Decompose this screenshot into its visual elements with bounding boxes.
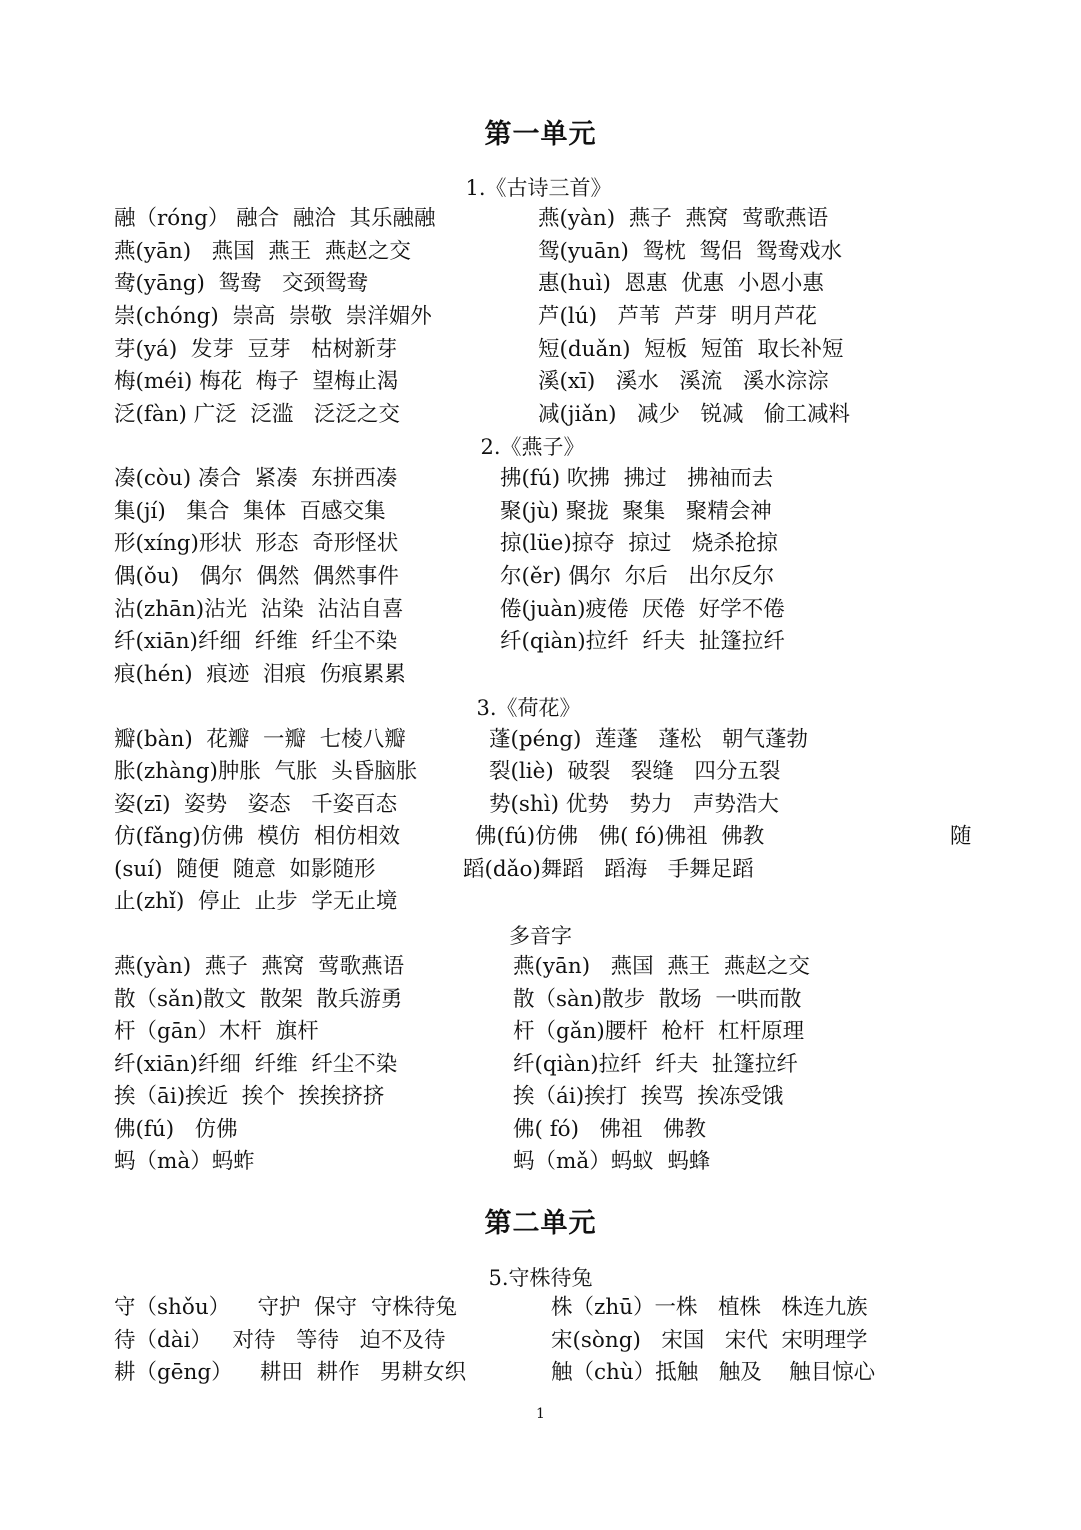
vocab-line: 集(jí) 集合 集体 百感交集 bbox=[114, 499, 386, 524]
vocab-line: 融（róng） 融合 融洽 其乐融融 bbox=[114, 206, 436, 231]
vocab-line: 散（sǎn)散文 散架 散兵游勇 bbox=[114, 987, 403, 1012]
page-number: 1 bbox=[536, 1406, 545, 1422]
vocab-line: 鸯(yāng) 鸳鸯 交颈鸳鸯 bbox=[114, 271, 369, 296]
vocab-line: 止(zhǐ) 停止 止步 学无止境 bbox=[114, 889, 398, 914]
vocab-line: 泛(fàn) 广泛 泛滥 泛泛之交 bbox=[114, 402, 400, 427]
vocab-line: 梅(méi) 梅花 梅子 望梅止渴 bbox=[114, 369, 399, 394]
vocab-line: 耕（gēng） 耕田 耕作 男耕女织 bbox=[114, 1360, 467, 1385]
vocab-line: 芦(lú) 芦苇 芦芽 明月芦花 bbox=[538, 304, 817, 329]
vocab-line: 姿(zī) 姿势 姿态 千姿百态 bbox=[114, 792, 398, 817]
vocab-line: 散（sàn)散步 散场 一哄而散 bbox=[513, 987, 802, 1012]
vocab-line: 惠(huì) 恩惠 优惠 小恩小惠 bbox=[538, 271, 824, 296]
vocab-line: 胀(zhàng)肿胀 气胀 头昏脑胀 bbox=[114, 759, 418, 784]
vocab-line: 挨（ái)挨打 挨骂 挨冻受饿 bbox=[513, 1084, 784, 1109]
vocab-line: 待（dài） 对待 等待 迫不及待 bbox=[114, 1328, 446, 1353]
vocab-line: 宋(sòng) 宋国 宋代 宋明理学 bbox=[551, 1328, 868, 1353]
vocab-line: 崇(chóng) 崇高 崇敬 崇洋媚外 bbox=[114, 304, 432, 329]
vocab-line: (suí) 随便 随意 如影随形 bbox=[114, 857, 376, 882]
lesson-title: 1.《古诗三首》 bbox=[465, 176, 612, 200]
lesson-title: 多音字 bbox=[509, 924, 572, 948]
vocab-line: 杆（gān）木杆 旗杆 bbox=[114, 1019, 319, 1044]
vocab-line: 形(xíng)形状 形态 奇形怪状 bbox=[114, 531, 399, 556]
vocab-line: 佛(fú) 仿佛 bbox=[114, 1117, 238, 1142]
vocab-line: 杆（gǎn)腰杆 枪杆 杠杆原理 bbox=[513, 1019, 805, 1044]
vocab-line: 燕(yàn) 燕子 燕窝 莺歌燕语 bbox=[538, 206, 829, 231]
vocab-line: 尔(ěr) 偶尔 尔后 出尔反尔 bbox=[500, 564, 775, 589]
vocab-line: 蚂（mǎ）蚂蚁 蚂蜂 bbox=[513, 1149, 711, 1174]
vocab-line: 偶(ǒu) 偶尔 偶然 偶然事件 bbox=[114, 564, 399, 589]
vocab-line: 倦(juàn)疲倦 厌倦 好学不倦 bbox=[500, 597, 785, 622]
vocab-line: 佛( fó) 佛祖 佛教 bbox=[513, 1117, 707, 1142]
vocab-line: 蓬(péng) 莲蓬 蓬松 朝气蓬勃 bbox=[489, 727, 809, 752]
unit-title: 第二单元 bbox=[484, 1208, 597, 1239]
vocab-line: 凑(còu) 凑合 紧凑 东拼西凑 bbox=[114, 466, 398, 491]
vocab-line: 纤(qiàn)拉纤 纤夫 扯篷拉纤 bbox=[513, 1052, 798, 1077]
wrapped-char: 随 bbox=[950, 824, 972, 849]
vocab-line: 燕(yān) 燕国 燕王 燕赵之交 bbox=[513, 954, 810, 979]
vocab-line: 掠(lüe)掠夺 掠过 烧杀抢掠 bbox=[500, 531, 778, 556]
vocab-line: 佛(fú)仿佛 佛( fó)佛祖 佛教 bbox=[475, 824, 765, 849]
vocab-line: 株（zhū）一株 植株 株连九族 bbox=[551, 1295, 868, 1320]
vocab-line: 仿(fǎng)仿佛 模仿 相仿相效 bbox=[114, 824, 400, 849]
vocab-line: 减(jiǎn) 减少 锐减 偷工减料 bbox=[538, 402, 850, 427]
vocab-line: 沾(zhān)沾光 沾染 沾沾自喜 bbox=[114, 597, 404, 622]
vocab-line: 蚂（mà）蚂蚱 bbox=[114, 1149, 255, 1174]
vocab-line: 纤(xiān)纤细 纤维 纤尘不染 bbox=[114, 1052, 398, 1077]
vocab-line: 拂(fú) 吹拂 拂过 拂袖而去 bbox=[500, 466, 774, 491]
vocab-line: 溪(xī) 溪水 溪流 溪水淙淙 bbox=[538, 369, 829, 394]
vocab-line: 鸳(yuān) 鸳枕 鸳侣 鸳鸯戏水 bbox=[538, 239, 842, 264]
vocab-line: 触（chù）抵触 触及 触目惊心 bbox=[551, 1360, 876, 1385]
vocab-line: 蹈(dǎo)舞蹈 蹈海 手舞足蹈 bbox=[463, 857, 754, 882]
vocab-line: 聚(jù) 聚拢 聚集 聚精会神 bbox=[500, 499, 772, 524]
vocab-line: 芽(yá) 发芽 豆芽 枯树新芽 bbox=[114, 337, 398, 362]
lesson-title: 5.守株待兔 bbox=[488, 1266, 593, 1290]
vocab-line: 纤(xiān)纤细 纤维 纤尘不染 bbox=[114, 629, 398, 654]
vocab-line: 挨（āi)挨近 挨个 挨挨挤挤 bbox=[114, 1084, 385, 1109]
vocab-line: 势(shì) 优势 势力 声势浩大 bbox=[489, 792, 779, 817]
lesson-title: 3.《荷花》 bbox=[476, 696, 581, 720]
vocab-line: 短(duǎn) 短板 短笛 取长补短 bbox=[538, 337, 844, 362]
vocab-line: 瓣(bàn) 花瓣 一瓣 七棱八瓣 bbox=[114, 727, 406, 752]
vocab-line: 裂(liè) 破裂 裂缝 四分五裂 bbox=[489, 759, 781, 784]
vocab-line: 燕(yàn) 燕子 燕窝 莺歌燕语 bbox=[114, 954, 405, 979]
vocab-line: 痕(hén) 痕迹 泪痕 伤痕累累 bbox=[114, 662, 406, 687]
vocab-line: 守（shǒu） 守护 保守 守株待兔 bbox=[114, 1295, 457, 1320]
vocab-line: 燕(yān) 燕国 燕王 燕赵之交 bbox=[114, 239, 411, 264]
vocab-line: 纤(qiàn)拉纤 纤夫 扯篷拉纤 bbox=[500, 629, 785, 654]
lesson-title: 2.《燕子》 bbox=[480, 435, 585, 459]
unit-title: 第一单元 bbox=[484, 119, 597, 150]
